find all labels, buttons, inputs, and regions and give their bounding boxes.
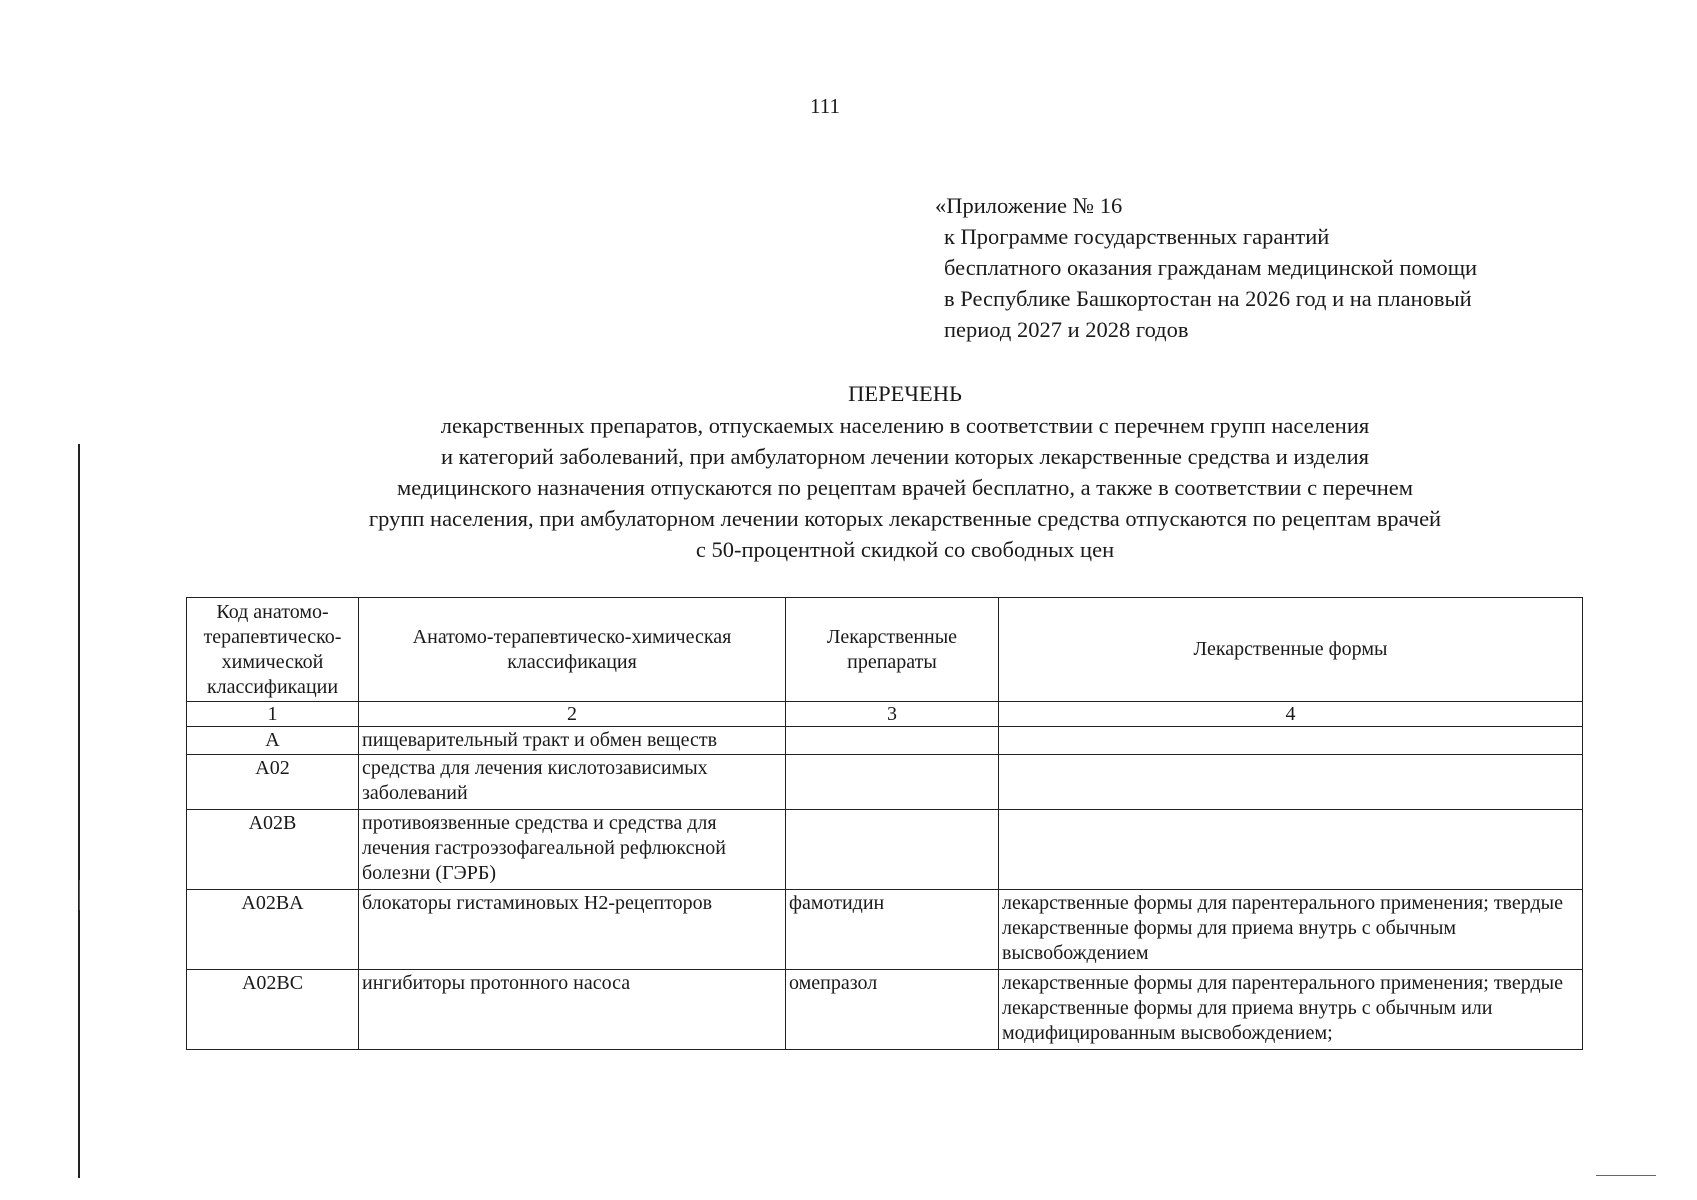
drug-name: омепразол [786,970,999,1050]
appendix-line: к Программе государственных гарантий [944,224,1330,249]
appendix-line: бесплатного оказания гражданам медицинской помощи [944,255,1478,280]
subtitle-line: групп населения, при амбулаторном лечении которых лекарственные средства отпускаются по рецептам врачей [368,506,1442,531]
dosage-forms: лекарственные формы для парентерального применения; твердые лекарственные формы для приема внутрь с обычным или модифицированным высвобождением; [999,970,1583,1050]
column-number: 3 [786,702,999,727]
atc-code: A02B [187,810,359,890]
atc-code: A02BC [187,970,359,1050]
atc-code: А [187,727,359,755]
dosage-forms [999,755,1583,810]
dosage-forms: лекарственные формы для парентерального применения; твердые лекарственные формы для приема внутрь с обычным высвобождением [999,890,1583,970]
column-number-row [187,702,1583,727]
appendix-line: «Приложение № 16 [935,193,1123,218]
drug-name [786,810,999,890]
table-row [187,727,1583,755]
subtitle-line: лекарственных препаратов, отпускаемых населению в соответствии с перечнем групп населения [440,413,1370,438]
document-subtitle [0,410,1697,565]
drug-name: фамотидин [786,890,999,970]
atc-classification: блокаторы гистаминовых Н2-рецепторов [359,890,786,970]
header-atc-classification: Анатомо-терапевтическо-химическая классификация [359,598,786,702]
subtitle-line: и категорий заболеваний, при амбулаторном лечении которых лекарственные средства и изделия [441,444,1369,469]
subtitle-line: с 50-процентной скидкой со свободных цен [695,537,1115,562]
table-row [187,755,1583,810]
header-drugs: Лекарственные препараты [786,598,999,702]
appendix-line: период 2027 и 2028 годов [944,317,1189,342]
atc-code: A02 [187,755,359,810]
table-row [187,810,1583,890]
atc-classification: пищеварительный тракт и обмен веществ [359,727,786,755]
dosage-forms [999,727,1583,755]
drug-name [786,755,999,810]
dosage-forms [999,810,1583,890]
drug-list-table [186,597,1583,1050]
drug-name [786,727,999,755]
header-atc-code: Код анатомо-терапевтическо-химической классификации [187,598,359,702]
scan-artifact-dash [1596,1175,1656,1176]
atc-classification: средства для лечения кислотозависимых заболеваний [359,755,786,810]
table-row [187,970,1583,1050]
atc-classification: противоязвенные средства и средства для лечения гастроэзофагеальной рефлюксной болезни (ГЭРБ) [359,810,786,890]
table-header-row [187,598,1583,702]
subtitle-line: медицинского назначения отпускаются по рецептам врачей бесплатно, а также в соответствии с перечнем [397,475,1413,500]
column-number: 4 [999,702,1583,727]
page-number: 111 [810,94,840,118]
table-row [187,890,1583,970]
atc-classification: ингибиторы протонного насоса [359,970,786,1050]
appendix-line: в Республике Башкортостан на 2026 год и на плановый [944,286,1472,311]
document-title: ПЕРЕЧЕНЬ [848,381,962,406]
scan-margin-tick [79,880,80,910]
atc-code: A02BA [187,890,359,970]
header-dosage-forms: Лекарственные формы [999,598,1583,702]
appendix-heading [935,190,1644,345]
column-number: 2 [359,702,786,727]
column-number: 1 [187,702,359,727]
